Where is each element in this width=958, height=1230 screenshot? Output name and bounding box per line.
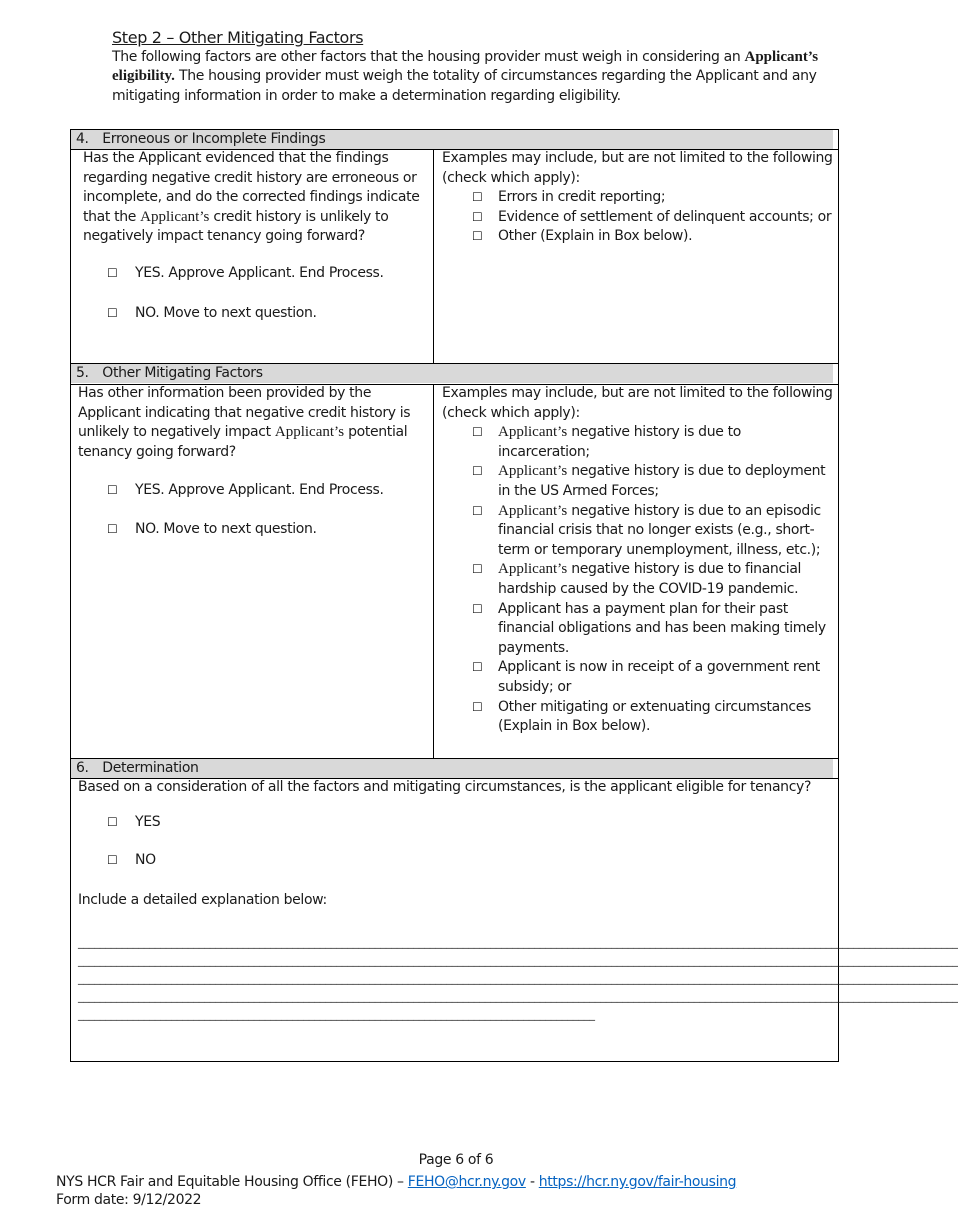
- checkbox-icon[interactable]: ☐: [472, 660, 483, 675]
- intro-text-1: The following factors are other factors that the housing provider must weigh in considering an: [112, 48, 741, 65]
- section-4-header: 4. Erroneous or Incomplete Findings: [71, 130, 833, 149]
- checkbox-icon[interactable]: ☐: [107, 305, 118, 320]
- examples-intro: Examples may include, but are not limited to the following (check which apply):: [442, 150, 833, 186]
- section-4-question-cell: [83, 149, 428, 323]
- checkbox-icon[interactable]: ☐: [107, 265, 118, 280]
- example-option[interactable]: ☐ Other mitigating or extenuating circumstances (Explain in Box below).: [472, 698, 811, 735]
- section-4-yes-option[interactable]: [107, 264, 428, 284]
- option-label: NO. Move to next question.: [135, 304, 317, 321]
- section-5-question-cell: [78, 384, 428, 540]
- option-label: YES. Approve Applicant. End Process.: [135, 482, 384, 499]
- checkbox-icon[interactable]: ☐: [107, 853, 118, 868]
- explanation-line[interactable]: ______________________________________________________________________________________________: [78, 1007, 595, 1021]
- email-link[interactable]: FEHO@hcr.ny.gov: [407, 1174, 526, 1190]
- example-option[interactable]: ☐ Errors in credit reporting;: [472, 188, 834, 208]
- option-label: NO: [135, 852, 156, 869]
- checkbox-icon[interactable]: ☐: [472, 425, 483, 440]
- footer-contact: NYS HCR Fair and Equitable Housing Office (FEHO) – FEHO@hcr.ny.gov - https://hcr.ny.gov/fair-housing: [56, 1174, 737, 1190]
- section-6-question: Based on a consideration of all the factors and mitigating circumstances, is the applicant eligible for tenancy?: [78, 779, 812, 795]
- explanation-lines[interactable]: [78, 934, 958, 1023]
- example-option[interactable]: ☐ Applicant’s negative history is due to deployment in the US Armed Forces;: [472, 463, 826, 499]
- example-option[interactable]: ☐ Applicant has a payment plan for their past financial obligations and has been making timely payments.: [472, 600, 826, 656]
- section-6-body: [78, 778, 958, 1023]
- section-4-no-option[interactable]: [107, 304, 428, 324]
- explanation-line[interactable]: ________________________________________________________________________________________________________________________________________________________________: [78, 954, 958, 968]
- checkbox-icon[interactable]: ☐: [107, 483, 118, 498]
- website-link[interactable]: https://hcr.ny.gov/fair-housing: [538, 1174, 737, 1190]
- example-option[interactable]: ☐ Applicant’s negative history is due to incarceration;: [472, 424, 741, 460]
- checkbox-icon[interactable]: ☐: [472, 503, 483, 518]
- checkbox-icon[interactable]: ☐: [472, 209, 483, 224]
- example-option[interactable]: ☐ Applicant is now in receipt of a government rent subsidy; or: [472, 659, 820, 695]
- explanation-line[interactable]: ________________________________________________________________________________________________________________________________________________________________: [78, 989, 958, 1003]
- example-option[interactable]: ☐ Other (Explain in Box below).: [472, 227, 834, 247]
- column-divider: [433, 149, 434, 363]
- example-option[interactable]: ☐ Evidence of settlement of delinquent accounts; or: [472, 208, 834, 228]
- page-footer: [56, 1151, 896, 1210]
- intro-section: [112, 28, 832, 106]
- form-date: Form date: 9/12/2022: [56, 1192, 202, 1208]
- column-divider: [433, 384, 434, 758]
- section-5-header: 5. Other Mitigating Factors: [71, 364, 833, 383]
- intro-text-2: The housing provider must weigh the totality of circumstances regarding the Applicant and any mitigating information in order to make a determination regarding eligibility.: [112, 68, 817, 104]
- checkbox-icon[interactable]: ☐: [472, 229, 483, 244]
- option-label: YES: [135, 813, 161, 830]
- explanation-line[interactable]: ________________________________________________________________________________________________________________________________________________________________: [78, 971, 958, 985]
- intro-bold-text: Applicant’s eligibility.: [112, 48, 819, 85]
- checkbox-icon[interactable]: ☐: [472, 464, 483, 479]
- intro-paragraph: [112, 48, 832, 107]
- checkbox-icon[interactable]: ☐: [472, 699, 483, 714]
- examples-intro: Examples may include, but are not limited to the following (check which apply):: [442, 385, 833, 421]
- section-6-header: 6. Determination: [71, 759, 833, 778]
- section-5-no-option[interactable]: [107, 520, 428, 540]
- checkbox-icon[interactable]: ☐: [472, 562, 483, 577]
- page-number: Page 6 of 6: [418, 1152, 494, 1168]
- example-option[interactable]: ☐ Applicant’s negative history is due to financial hardship caused by the COVID-19 pandemic.: [472, 561, 802, 597]
- section-4-examples-cell: [442, 149, 834, 247]
- checkbox-icon[interactable]: ☐: [107, 814, 118, 829]
- step-title: Step 2 – Other Mitigating Factors: [112, 28, 364, 47]
- section-5-yes-option[interactable]: [107, 481, 428, 501]
- explanation-label: Include a detailed explanation below:: [78, 891, 327, 908]
- section-6-no-option[interactable]: [107, 851, 830, 871]
- section-6-yes-option[interactable]: [107, 813, 830, 833]
- explanation-line[interactable]: ________________________________________________________________________________________________________________________________________________________________: [78, 936, 958, 950]
- section-5-examples-cell: [442, 384, 834, 737]
- option-label: NO. Move to next question.: [135, 520, 317, 537]
- checkbox-icon[interactable]: ☐: [472, 190, 483, 205]
- option-label: YES. Approve Applicant. End Process.: [135, 264, 384, 281]
- example-option[interactable]: ☐ Applicant’s negative history is due to an episodic financial crisis that no longer exists (e.g., short-term or temporary unemployment, illness, etc.);: [472, 502, 821, 558]
- checkbox-icon[interactable]: ☐: [472, 601, 483, 616]
- section-5-question: Has other information been provided by the Applicant indicating that negative credit history is unlikely to negatively impact Applicant’s potential tenancy going forward?: [78, 385, 411, 460]
- section-4-question: Has the Applicant evidenced that the findings regarding negative credit history are erroneous or incomplete, and do the corrected findings indicate that the Applicant’s credit history is unlikely to negatively impact tenancy going forward?: [83, 150, 420, 245]
- checkbox-icon[interactable]: ☐: [107, 521, 118, 536]
